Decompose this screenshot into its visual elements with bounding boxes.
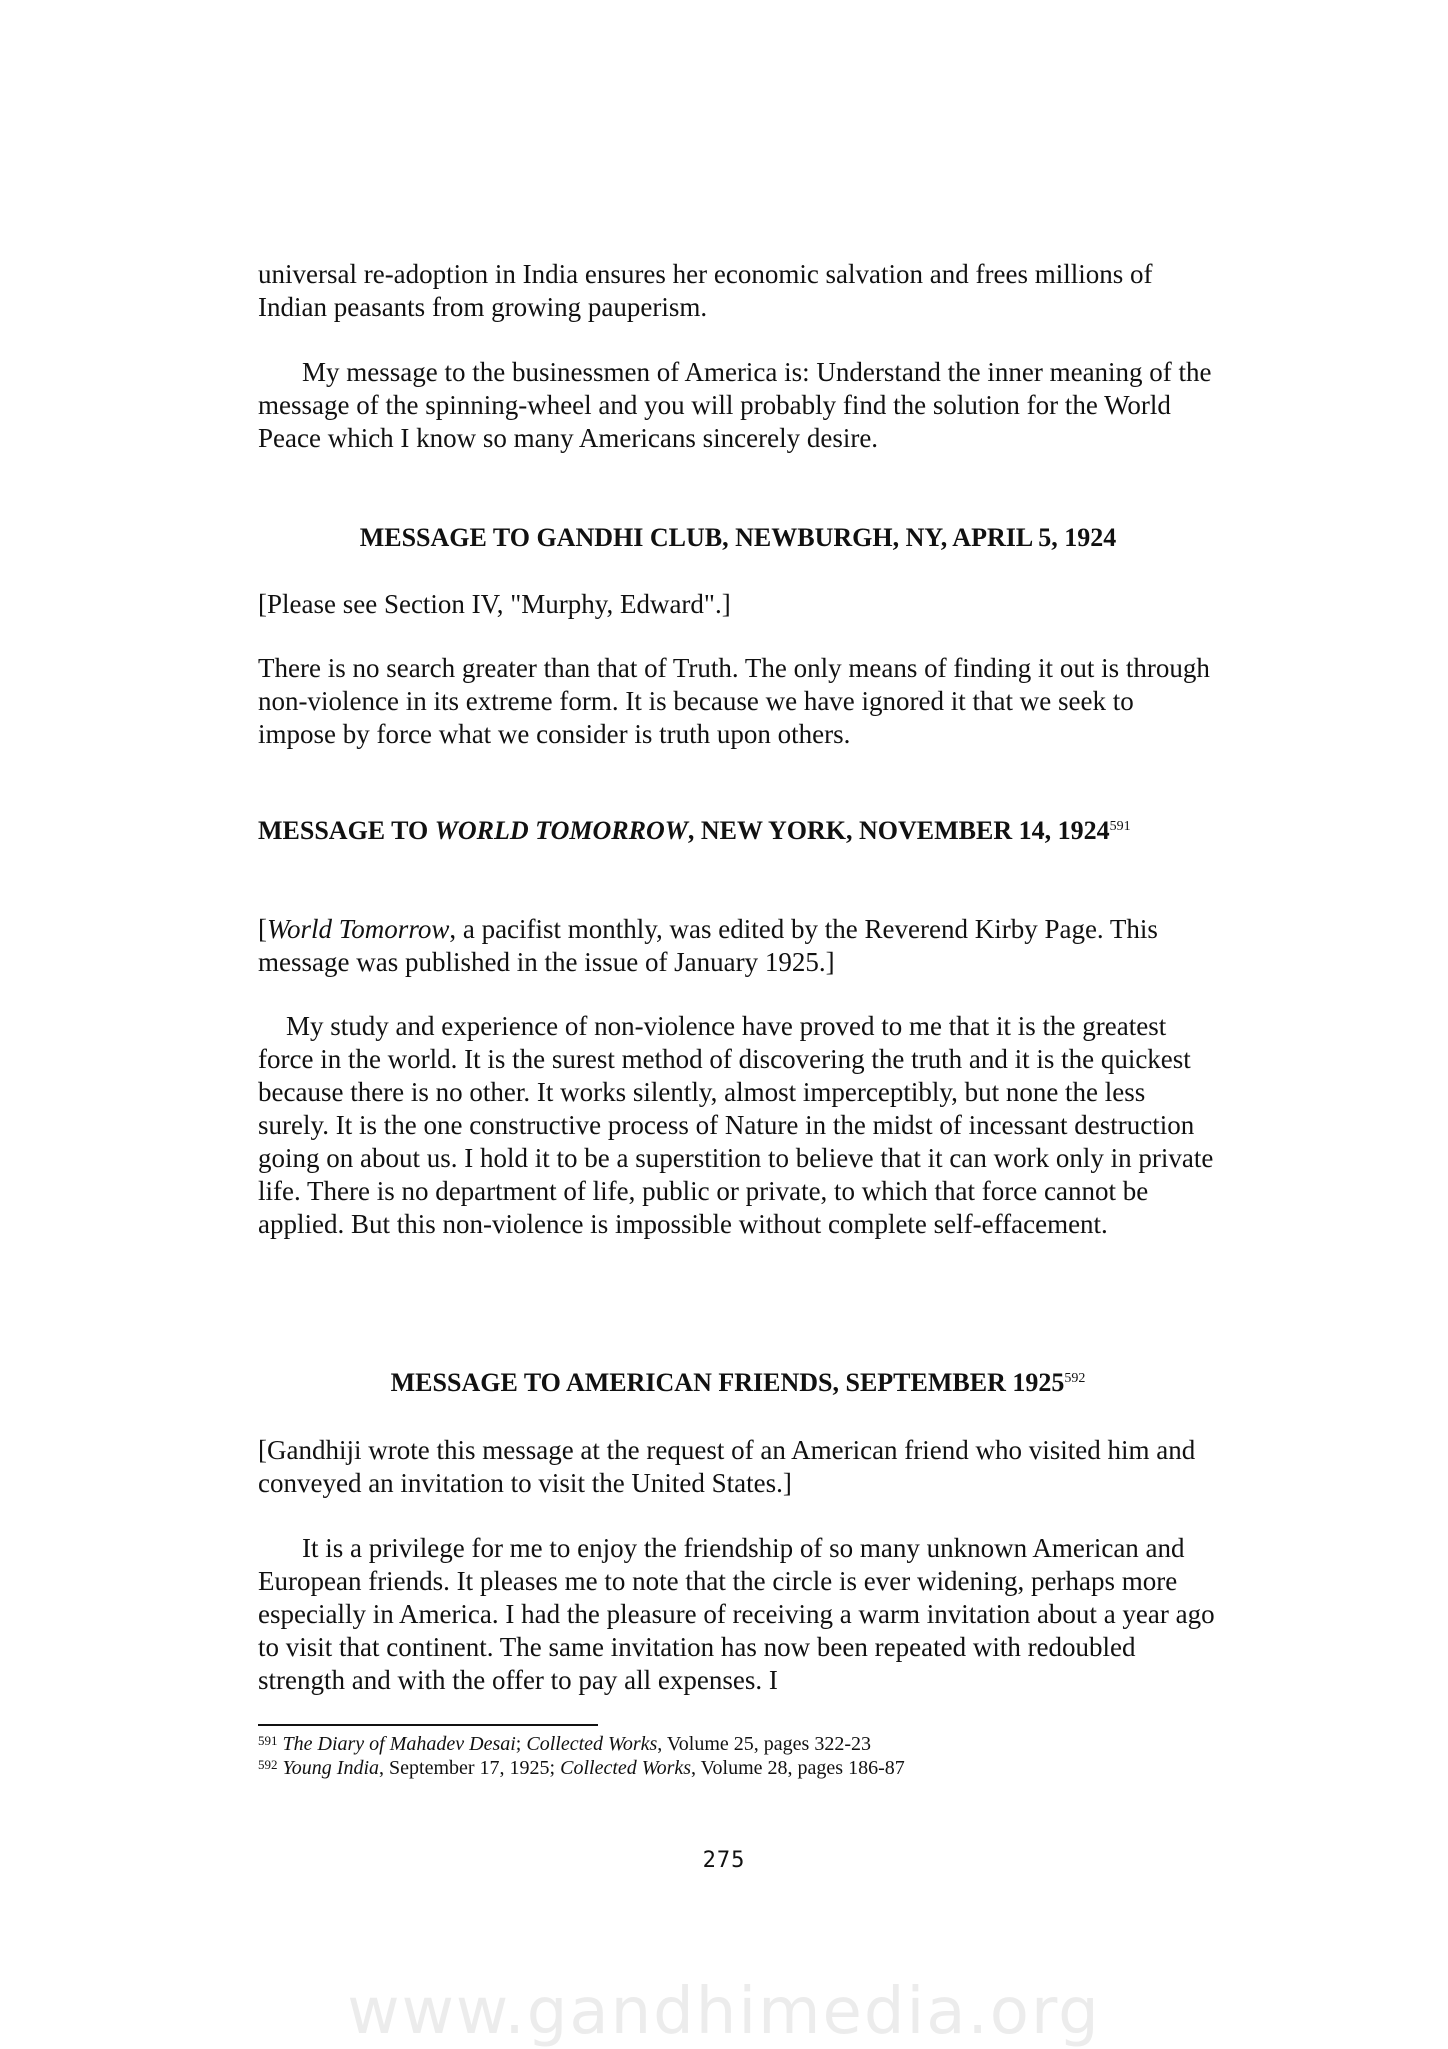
footnote-separator: , September 17, 1925; — [379, 1757, 561, 1779]
paragraph-businessmen-message: My message to the businessmen of America is: Understand the inner meaning of the message of the spinning-wheel and you will probably find the solution for the World Peace which I know so many Americans sincerely desire. — [258, 357, 1212, 453]
note-rest: , a pacifist monthly, was edited by the Reverend Kirby Page. This message was published in the issue of January 1925.] — [258, 914, 1158, 977]
footnote-number: 592 — [258, 1757, 278, 1772]
footnote-591 — [258, 1732, 1218, 1756]
footnote-separator: ; — [515, 1733, 527, 1755]
note-open-bracket: [ — [258, 914, 267, 944]
editorial-note-american-friends: [Gandhiji wrote this message at the request of an American friend who visited him and conveyed an invitation to visit the United States.] — [258, 1435, 1196, 1498]
heading-text: MESSAGE TO AMERICAN FRIENDS, SEPTEMBER 1925 — [390, 1368, 1065, 1397]
footnote-ref-591: 591 — [1109, 819, 1131, 834]
heading-prefix: MESSAGE TO — [258, 816, 435, 845]
footnote-number: 591 — [258, 1733, 278, 1748]
paragraph-gandhi-club-message: There is no search greater than that of Truth. The only means of finding it out is through non-violence in its extreme form. It is because we have ignored it that we seek to impose by force what we consider is truth upon others. — [258, 653, 1210, 749]
footnote-592 — [258, 1756, 1218, 1780]
footnote-title: Collected Works — [526, 1733, 658, 1755]
page-number: 275 — [702, 1848, 746, 1873]
footnote-rest: , Volume 25, pages 322-23 — [657, 1733, 871, 1755]
footnote-ref-592: 592 — [1064, 1371, 1086, 1386]
footnote-title: Collected Works — [560, 1757, 692, 1779]
section-heading-world-tomorrow — [258, 815, 1158, 847]
section-heading-gandhi-club: MESSAGE TO GANDHI CLUB, NEWBURGH, NY, APRIL 5, 1924 — [359, 523, 1117, 552]
heading-publication-title: WORLD TOMORROW — [434, 816, 688, 845]
editorial-note-gandhi-club: [Please see Section IV, "Murphy, Edward".] — [258, 589, 731, 619]
footnote-title: Young India — [282, 1757, 380, 1779]
footnote-divider — [258, 1724, 598, 1726]
paragraph-american-friends-message: It is a privilege for me to enjoy the friendship of so many unknown American and European friends. It pleases me to note that the circle is ever widening, perhaps more especially in America. I had the pleasure of receiving a warm invitation about a year ago to visit that continent. The same invitation has now been repeated with redoubled strength and with the offer to pay all expenses. I — [258, 1533, 1215, 1695]
note-publication-title: World Tomorrow — [267, 914, 450, 944]
footnote-title: The Diary of Mahadev Desai — [282, 1733, 516, 1755]
editorial-note-world-tomorrow — [258, 913, 1218, 979]
paragraph-continuation: universal re-adoption in India ensures her economic salvation and frees millions of Indian peasants from growing pauperism. — [258, 259, 1153, 322]
section-heading-american-friends — [258, 1367, 1218, 1399]
watermark: www.gandhimedia.org — [347, 1975, 1101, 2049]
heading-suffix: , NEW YORK, NOVEMBER 14, 1924 — [687, 816, 1110, 845]
footnote-rest: , Volume 28, pages 186-87 — [691, 1757, 905, 1779]
paragraph-world-tomorrow-message: My study and experience of non-violence have proved to me that it is the greatest force in the world. It is the surest method of discovering the truth and it is the quickest because there is no other. It works silently, almost imperceptibly, but none the less surely. It is the one constructive process of Nature in the midst of incessant destruction going on about us. I hold it to be a superstition to believe that it can work only in private life. There is no department of life, public or private, to which that force cannot be applied. But this non-violence is impossible without complete self-effacement. — [258, 1011, 1214, 1239]
